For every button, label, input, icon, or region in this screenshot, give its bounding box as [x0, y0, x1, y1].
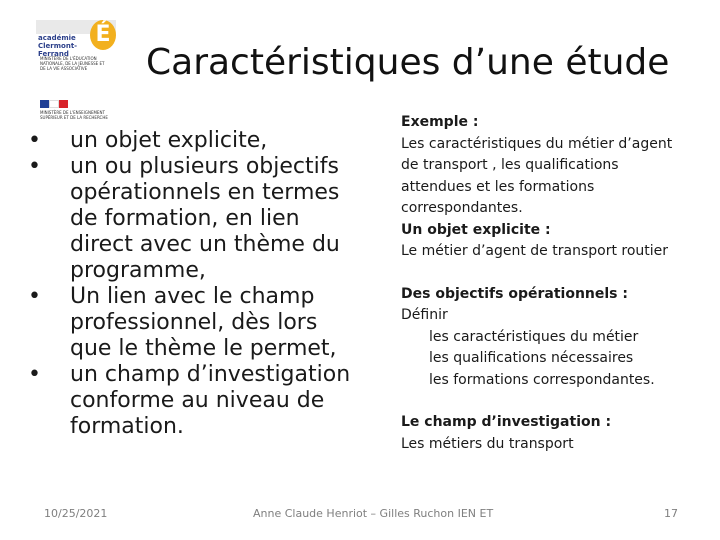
academy-logo: [36, 20, 116, 122]
bullet-list: [28, 128, 358, 440]
bullet-item: • un objet explicite,: [28, 128, 358, 154]
footer-author: Anne Claude Henriot – Gilles Ruchon IEN ET: [253, 507, 494, 520]
objectives-intro: Définir: [401, 307, 448, 323]
example-line: de transport , les qualifications: [401, 157, 619, 173]
objective-item: les caractéristiques du métier: [429, 328, 639, 345]
objectives-heading: Des objectifs opérationnels :: [401, 285, 628, 302]
logo-line-2: Clermont-Ferrand: [38, 42, 78, 58]
bullet-item: • Un lien avec le champ professionnel, dès lors que le thème le permet,: [28, 284, 358, 362]
logo-e-icon: É: [90, 20, 116, 50]
bullet-item: • un champ d’investigation conforme au niveau de formation.: [28, 362, 358, 440]
object-text: Le métier d’agent de transport routier: [401, 243, 669, 259]
object-heading: Un objet explicite :: [401, 221, 551, 238]
objective-item: les formations correspondantes.: [429, 371, 655, 388]
bullet-item: • un ou plusieurs objectifs opérationnels en termes de formation, en lien direct avec un thème du programme,: [28, 154, 358, 284]
logo-line-1: académie: [38, 34, 76, 42]
example-line: Les caractéristiques du métier d’agent: [401, 135, 673, 152]
footer-page-number: 17: [664, 507, 678, 520]
objective-item: les qualifications nécessaires: [429, 350, 634, 366]
example-line: correspondantes.: [401, 200, 523, 216]
french-flag-icon: [40, 100, 68, 108]
footer-date: 10/25/2021: [44, 507, 108, 520]
field-text: Les métiers du transport: [401, 435, 574, 452]
field-heading: Le champ d’investigation :: [401, 414, 612, 430]
example-line: attendues et les formations: [401, 178, 595, 195]
example-heading: Exemple :: [401, 114, 479, 130]
logo-ministry-1: MINISTÈRE DE L'ÉDUCATION NATIONALE, DE LA JEUNESSE ET DE LA VIE ASSOCIATIVE: [40, 56, 105, 71]
logo-academy-name: [38, 34, 94, 58]
logo-ministry-2: MINISTÈRE DE L'ENSEIGNEMENT SUPÉRIEUR ET DE LA RECHERCHE: [40, 110, 108, 120]
example-panel: [401, 112, 701, 455]
slide-title: Caractéristiques d’une étude: [146, 42, 670, 83]
